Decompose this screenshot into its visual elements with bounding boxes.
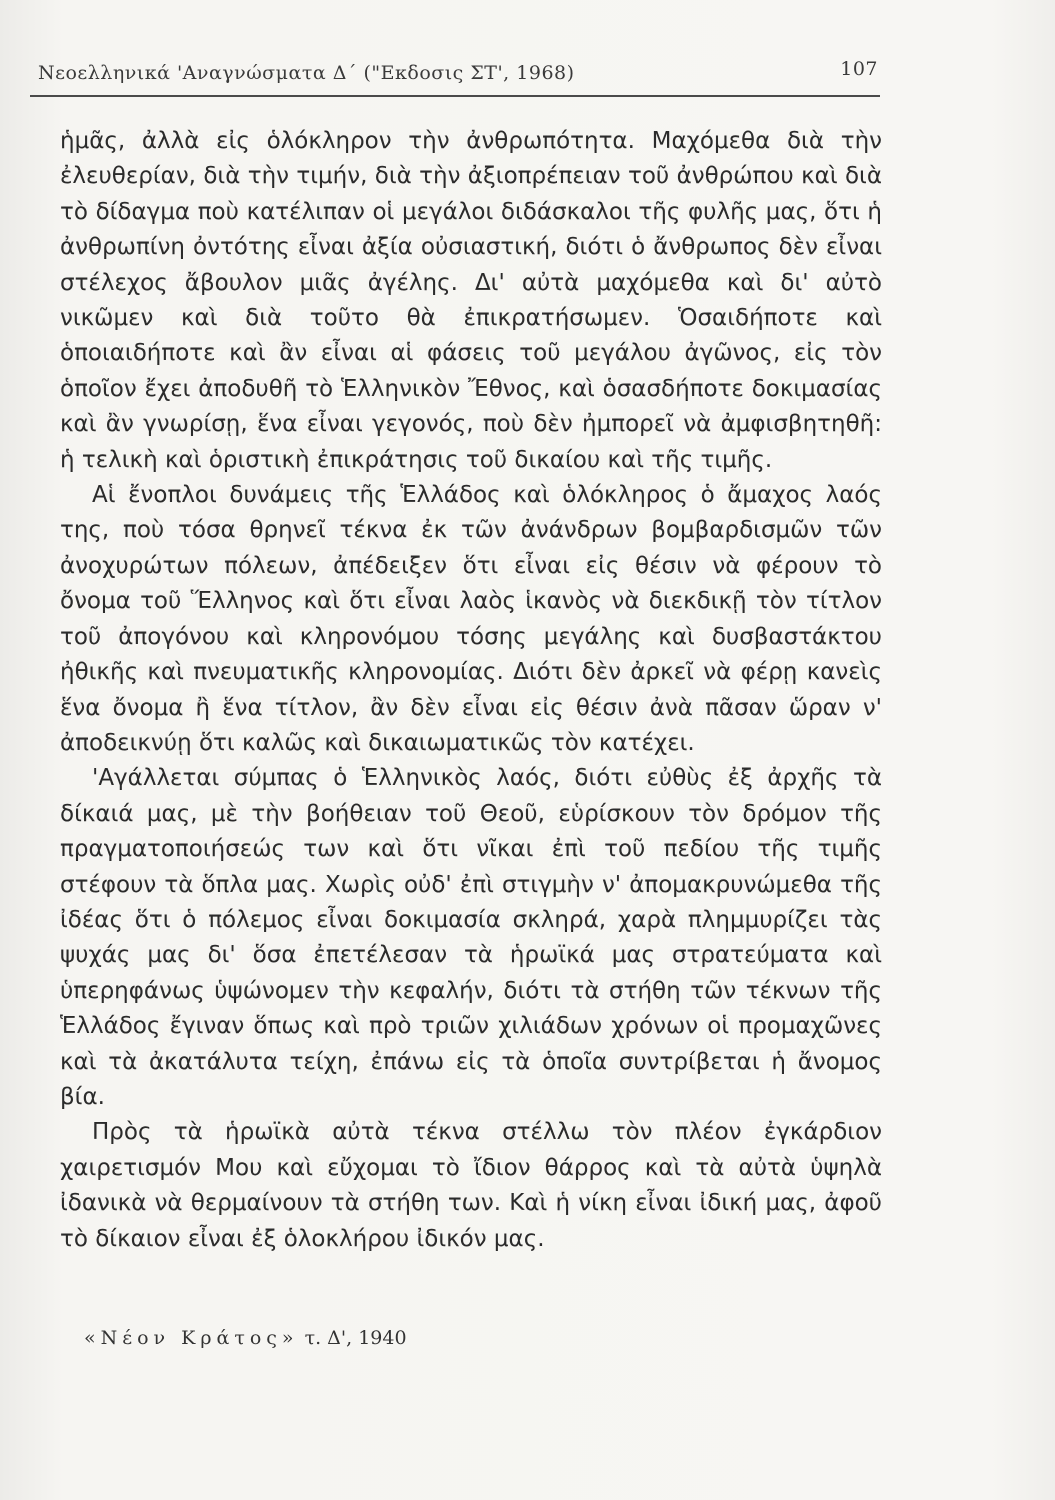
running-title: Νεοελληνικά 'Αναγνώσματα Δ΄ ("Εκδοσις ΣΤ', 1968) <box>38 62 575 84</box>
running-header <box>38 58 878 92</box>
paragraph-2: Αἱ ἔνοπλοι δυνάμεις τῆς Ἑλλάδος καὶ ὁλόκληρος ὁ ἄμαχος λαός της, ποὺ τόσα θρηνεῖ τέκνα ἐκ τῶν ἀνάνδρων βομβαρδισμῶν τῶν ἀνοχυρώτων πόλεων, ἀπέδειξεν ὅτι εἶναι εἰς θέσιν νὰ φέρουν τὸ ὄνομα τοῦ Ἕλληνος καὶ ὅτι εἶναι λαὸς ἱκανὸς νὰ διεκδικῇ τὸν τίτλον τοῦ ἀπογόνου καὶ κληρονόμου τόσης μεγάλης καὶ δυσβαστάκτου ἠθικῆς καὶ πνευματικῆς κληρονομίας. Διότι δὲν ἀρκεῖ νὰ φέρῃ κανεὶς ἕνα ὄνομα ἢ ἕνα τίτλον, ἂν δὲν εἶναι εἰς θέσιν ἀνὰ πᾶσαν ὥραν ν' ἀποδεικνύῃ ὅτι καλῶς καὶ δικαιωματικῶς τὸν κατέχει. <box>60 482 882 756</box>
source-citation <box>84 1327 407 1349</box>
source-publication: «Νέον Κράτος» <box>84 1327 299 1349</box>
page-number: 107 <box>840 58 878 80</box>
paragraph-4: Πρὸς τὰ ἡρωϊκὰ αὐτὰ τέκνα στέλλω τὸν πλέον ἐγκάρδιον χαιρετισμόν Μου καὶ εὔχομαι τὸ ἴδιον θάρρος καὶ τὰ αὐτὰ ὑψηλὰ ἰδανικὰ νὰ θερμαίνουν τὰ στήθη των. Καὶ ἡ νίκη εἶναι ἰδική μας, ἀφοῦ τὸ δίκαιον εἶναι ἐξ ὁλοκλήρου ἰδικόν μας. <box>60 1119 882 1252</box>
body-text <box>60 124 882 1257</box>
paragraph-3: 'Αγάλλεται σύμπας ὁ Ἑλληνικὸς λαός, διότι εὐθὺς ἐξ ἀρχῆς τὰ δίκαιά μας, μὲ τὴν βοήθειαν τοῦ Θεοῦ, εὑρίσκουν τὸν δρόμον τῆς πραγματοποιήσεώς των καὶ ὅτι νῖκαι ἐπὶ τοῦ πεδίου τῆς τιμῆς στέφουν τὰ ὅπλα μας. Χωρὶς οὐδ' ἐπὶ στιγμὴν ν' ἀπομακρυνώμεθα τῆς ἰδέας ὅτι ὁ πόλεμος εἶναι δοκιμασία σκληρά, χαρὰ πλημμυρίζει τὰς ψυχάς μας δι' ὅσα ἐπετέλεσαν τὰ ἡρωϊκά μας στρατεύματα καὶ ὑπερηφάνως ὑψώνομεν τὴν κεφαλήν, διότι τὰ στήθη τῶν τέκνων τῆς Ἑλλάδος ἔγιναν ὅπως καὶ πρὸ τριῶν χιλιάδων χρόνων οἱ προμαχῶνες καὶ τὰ ἀκατάλυτα τείχη, ἐπάνω εἰς τὰ ὁποῖα συντρίβεται ἡ ἄνομος βία. <box>60 765 882 1110</box>
source-issue: τ. Δ', 1940 <box>304 1327 407 1349</box>
paragraph-1: ἡμᾶς, ἀλλὰ εἰς ὁλόκληρον τὴν ἀνθρωπότητα. Μαχόμεθα διὰ τὴν ἐλευθερίαν, διὰ τὴν τιμήν, διὰ τὴν ἀξιοπρέπειαν τοῦ ἀνθρώπου καὶ διὰ τὸ δίδαγμα ποὺ κατέλιπαν οἱ μεγάλοι διδάσκαλοι τῆς φυλῆς μας, ὅτι ἡ ἀνθρωπίνη ὀντότης εἶναι ἀξία οὐσιαστική, διότι ὁ ἄνθρωπος δὲν εἶναι στέλεχος ἄβουλον μιᾶς ἀγέλης. Δι' αὐτὰ μαχόμεθα καὶ δι' αὐτὸ νικῶμεν καὶ διὰ τοῦτο θὰ ἐπικρατήσωμεν. Ὁσαιδήποτε καὶ ὁποιαιδήποτε καὶ ἂν εἶναι αἱ φάσεις τοῦ μεγάλου ἀγῶνος, εἰς τὸν ὁποῖον ἔχει ἀποδυθῆ τὸ Ἑλληνικὸν Ἔθνος, καὶ ὁσασδήποτε δοκιμασίας καὶ ἂν γνωρίσῃ, ἕνα εἶναι γεγονός, ποὺ δὲν ἠμπορεῖ νὰ ἀμφισβητηθῆ: ἡ τελικὴ καὶ ὁριστικὴ ἐπικράτησις τοῦ δικαίου καὶ τῆς τιμῆς. <box>60 128 882 473</box>
header-rule <box>30 95 880 97</box>
